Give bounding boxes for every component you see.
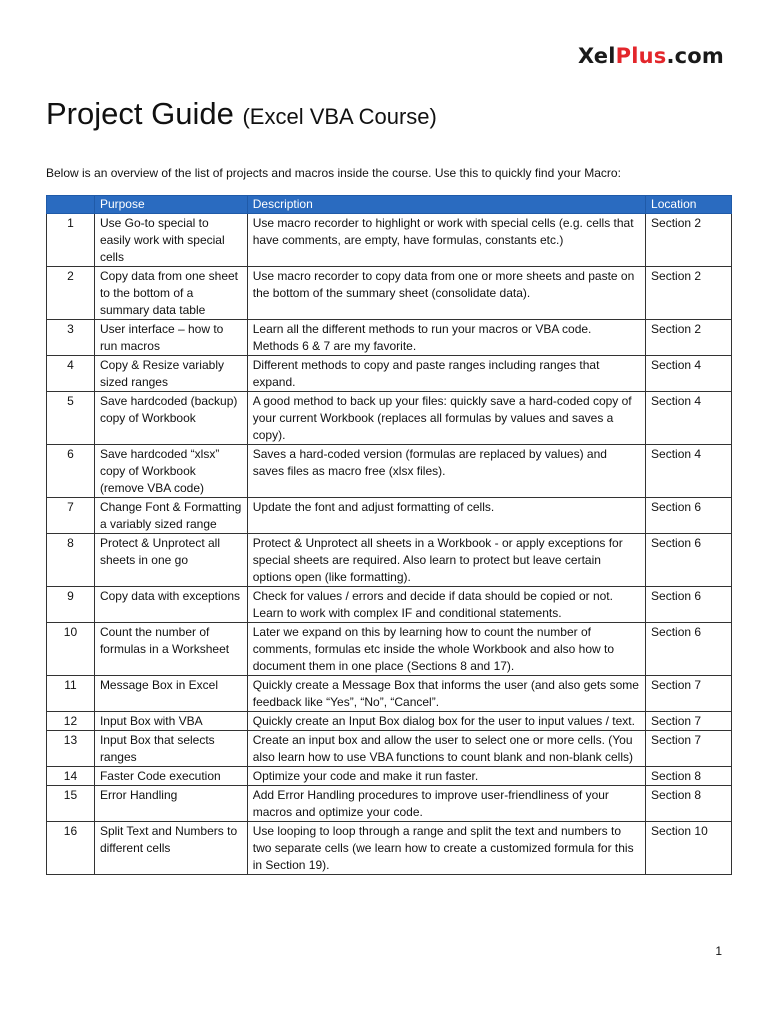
row-description: Add Error Handling procedures to improve user-friendliness of your macros and optimize your code. <box>247 786 645 822</box>
row-purpose: Change Font & Formatting a variably sized range <box>94 498 247 534</box>
row-number: 8 <box>47 534 95 587</box>
header-number <box>47 196 95 214</box>
logo-text-xel: Xel <box>577 44 616 68</box>
row-purpose: User interface – how to run macros <box>94 320 247 356</box>
page-title-main: Project Guide <box>46 96 234 131</box>
header-location: Location <box>646 196 732 214</box>
row-purpose: Count the number of formulas in a Worksheet <box>94 623 247 676</box>
page-number: 1 <box>715 944 722 958</box>
row-number: 6 <box>47 445 95 498</box>
table-row <box>47 786 732 822</box>
row-purpose: Message Box in Excel <box>94 676 247 712</box>
row-description: Different methods to copy and paste ranges including ranges that expand. <box>247 356 645 392</box>
row-description: Use macro recorder to highlight or work with special cells (e.g. cells that have comments, are empty, have formulas, constants etc.) <box>247 214 645 267</box>
row-number: 15 <box>47 786 95 822</box>
header-description: Description <box>247 196 645 214</box>
row-number: 9 <box>47 587 95 623</box>
row-number: 3 <box>47 320 95 356</box>
table-row <box>47 356 732 392</box>
table-row <box>47 392 732 445</box>
row-location: Section 2 <box>646 320 732 356</box>
row-number: 2 <box>47 267 95 320</box>
row-location: Section 4 <box>646 392 732 445</box>
table-row <box>47 498 732 534</box>
brand-logo <box>578 44 724 68</box>
header-purpose: Purpose <box>94 196 247 214</box>
row-description: Saves a hard-coded version (formulas are replaced by values) and saves files as macro free (xlsx files). <box>247 445 645 498</box>
table-row <box>47 822 732 875</box>
row-purpose: Save hardcoded “xlsx” copy of Workbook (remove VBA code) <box>94 445 247 498</box>
table-row <box>47 712 732 731</box>
row-description: Optimize your code and make it run faster. <box>247 767 645 786</box>
row-location: Section 6 <box>646 534 732 587</box>
row-purpose: Copy data from one sheet to the bottom of a summary data table <box>94 267 247 320</box>
row-purpose: Input Box that selects ranges <box>94 731 247 767</box>
table-row <box>47 587 732 623</box>
row-number: 14 <box>47 767 95 786</box>
row-purpose: Split Text and Numbers to different cells <box>94 822 247 875</box>
row-number: 12 <box>47 712 95 731</box>
row-location: Section 2 <box>646 267 732 320</box>
row-location: Section 4 <box>646 445 732 498</box>
row-purpose: Faster Code execution <box>94 767 247 786</box>
table-row <box>47 534 732 587</box>
row-number: 5 <box>47 392 95 445</box>
row-number: 11 <box>47 676 95 712</box>
table-row <box>47 267 732 320</box>
table-header-row <box>47 196 732 214</box>
row-description: Learn all the different methods to run your macros or VBA code. Methods 6 & 7 are my favorite. <box>247 320 645 356</box>
row-location: Section 10 <box>646 822 732 875</box>
page-title <box>46 96 437 132</box>
row-description: Protect & Unprotect all sheets in a Workbook - or apply exceptions for special sheets are required. Also learn to protect but leave certain options open (like formatting). <box>247 534 645 587</box>
table-row <box>47 320 732 356</box>
row-location: Section 7 <box>646 676 732 712</box>
row-description: Check for values / errors and decide if data should be copied or not. Learn to work with complex IF and conditional statements. <box>247 587 645 623</box>
row-purpose: Protect & Unprotect all sheets in one go <box>94 534 247 587</box>
row-description: Use macro recorder to copy data from one or more sheets and paste on the bottom of the summary sheet (consolidate data). <box>247 267 645 320</box>
logo-text-com: .com <box>666 44 724 68</box>
logo-text-plus: Plus <box>615 44 667 68</box>
table-row <box>47 623 732 676</box>
row-purpose: Save hardcoded (backup) copy of Workbook <box>94 392 247 445</box>
row-number: 13 <box>47 731 95 767</box>
row-purpose: Error Handling <box>94 786 247 822</box>
row-number: 1 <box>47 214 95 267</box>
row-purpose: Input Box with VBA <box>94 712 247 731</box>
row-description: A good method to back up your files: quickly save a hard-coded copy of your current Workbook (replaces all formulas by values and saves a copy). <box>247 392 645 445</box>
table-row <box>47 731 732 767</box>
row-description: Later we expand on this by learning how to count the number of comments, formulas etc inside the whole Workbook and also how to document them in one place (Sections 8 and 17). <box>247 623 645 676</box>
row-location: Section 4 <box>646 356 732 392</box>
row-location: Section 7 <box>646 712 732 731</box>
table-row <box>47 445 732 498</box>
row-purpose: Copy & Resize variably sized ranges <box>94 356 247 392</box>
row-description: Update the font and adjust formatting of cells. <box>247 498 645 534</box>
row-location: Section 6 <box>646 498 732 534</box>
row-description: Use looping to loop through a range and split the text and numbers to two separate cells (we learn how to create a customized formula for this in Section 19). <box>247 822 645 875</box>
table-row <box>47 676 732 712</box>
table-row <box>47 214 732 267</box>
row-location: Section 7 <box>646 731 732 767</box>
row-number: 4 <box>47 356 95 392</box>
row-number: 16 <box>47 822 95 875</box>
row-location: Section 8 <box>646 767 732 786</box>
row-location: Section 8 <box>646 786 732 822</box>
row-description: Quickly create a Message Box that informs the user (and also gets some feedback like “Yes”, “No”, “Cancel”. <box>247 676 645 712</box>
row-number: 7 <box>47 498 95 534</box>
row-description: Create an input box and allow the user to select one or more cells. (You also learn how to use VBA functions to count blank and non-blank cells) <box>247 731 645 767</box>
project-table <box>46 195 732 875</box>
intro-text: Below is an overview of the list of projects and macros inside the course. Use this to quickly find your Macro: <box>46 166 621 180</box>
row-location: Section 2 <box>646 214 732 267</box>
table-row <box>47 767 732 786</box>
row-purpose: Use Go-to special to easily work with special cells <box>94 214 247 267</box>
page-title-subtitle: (Excel VBA Course) <box>242 104 437 129</box>
row-location: Section 6 <box>646 623 732 676</box>
row-purpose: Copy data with exceptions <box>94 587 247 623</box>
row-description: Quickly create an Input Box dialog box for the user to input values / text. <box>247 712 645 731</box>
row-number: 10 <box>47 623 95 676</box>
row-location: Section 6 <box>646 587 732 623</box>
